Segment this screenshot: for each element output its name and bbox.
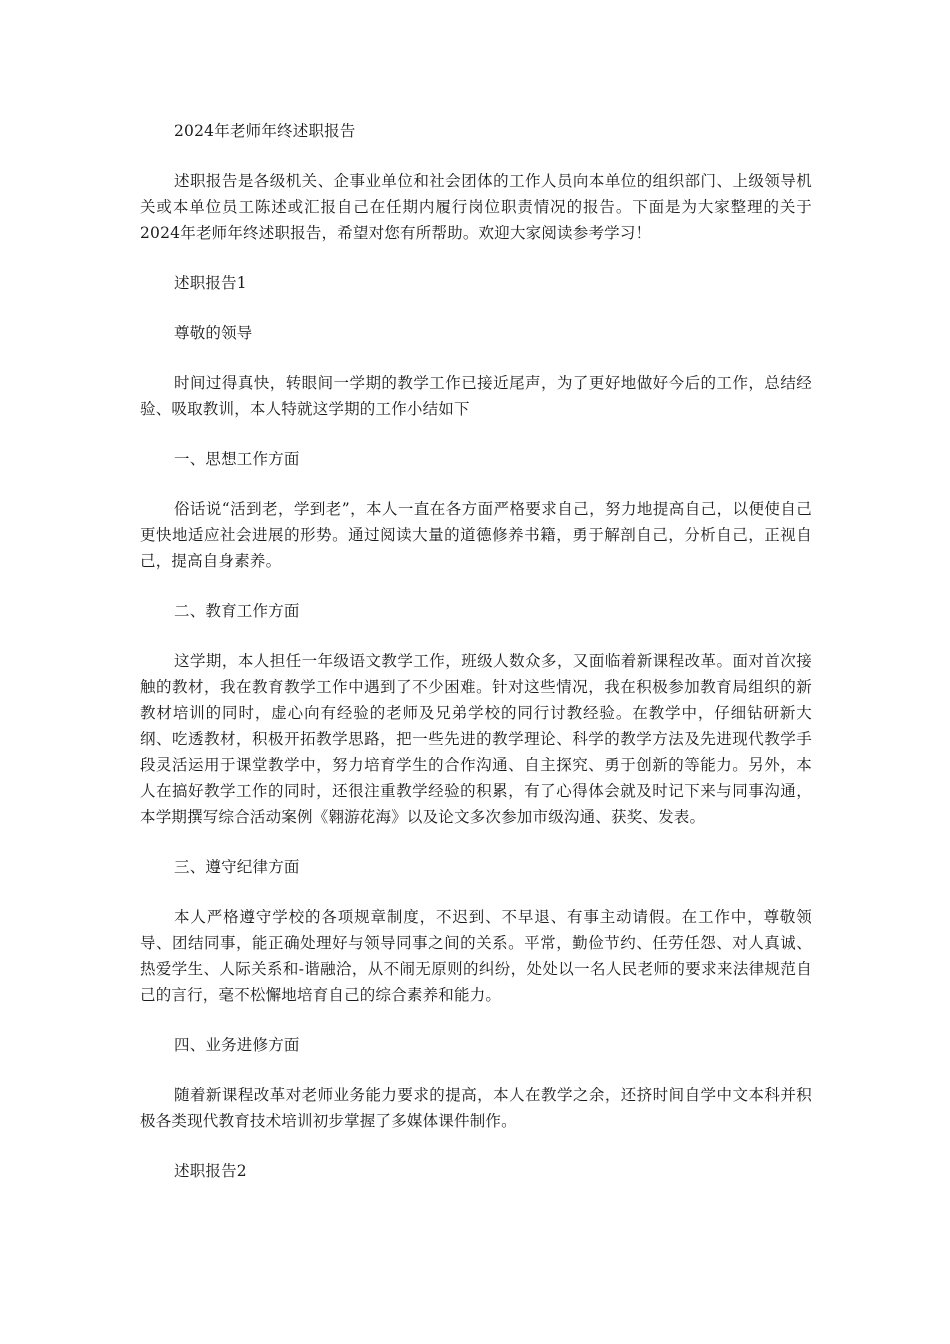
document-page bbox=[140, 118, 812, 1184]
section2-body: 这学期，本人担任一年级语文教学工作，班级人数众多，又面临着新课程改革。面对首次接触的教材，我在教育教学工作中遇到了不少困难。针对这些情况，我在积极参加教育局组织的新教材培训的同时，虚心向有经验的老师及兄弟学校的同行讨教经验。在教学中，仔细钻研新大纲、吃透教材，积极开拓教学思路，把一些先进的教学理论、科学的教学方法及先进现代教学手段灵活运用于课堂教学中，努力培育学生的合作沟通、自主探究、勇于创新的等能力。另外，本人在搞好教学工作的同时，还很注重教学经验的积累，有了心得体会就及时记下来与同事沟通，本学期撰写综合活动案例《翱游花海》以及论文多次参加市级沟通、获奖、发表。 bbox=[140, 652, 812, 826]
report1-heading: 述职报告1 bbox=[174, 274, 247, 292]
section3-body: 本人严格遵守学校的各项规章制度，不迟到、不早退、有事主动请假。在工作中，尊敬领导、团结同事，能正确处理好与领导同事之间的关系。平常，勤俭节约、任劳任怨、对人真诚、热爱学生、人际关系和-谐融洽，从不闹无原则的纠纷，处处以一名人民老师的要求来法律规范自己的言行，毫不松懈地培育自己的综合素养和能力。 bbox=[140, 908, 812, 1004]
report2-heading: 述职报告2 bbox=[174, 1162, 247, 1180]
section4-heading: 四、业务进修方面 bbox=[174, 1036, 300, 1054]
section1-heading: 一、思想工作方面 bbox=[174, 450, 300, 468]
section3-heading: 三、遵守纪律方面 bbox=[174, 858, 300, 876]
salutation: 尊敬的领导 bbox=[174, 324, 253, 342]
opening-paragraph: 时间过得真快，转眼间一学期的教学工作已接近尾声，为了更好地做好今后的工作，总结经验、吸取教训，本人特就这学期的工作小结如下 bbox=[140, 374, 812, 418]
intro-paragraph: 述职报告是各级机关、企事业单位和社会团体的工作人员向本单位的组织部门、上级领导机关或本单位员工陈述或汇报自己在任期内履行岗位职责情况的报告。下面是为大家整理的关于2024年老师年终述职报告，希望对您有所帮助。欢迎大家阅读参考学习！ bbox=[140, 172, 812, 242]
section1-body: 俗话说“活到老，学到老”，本人一直在各方面严格要求自己，努力地提高自己，以便使自己更快地适应社会进展的形势。通过阅读大量的道德修养书籍，勇于解剖自己，分析自己，正视自己，提高自身素养。 bbox=[140, 500, 812, 570]
section4-body: 随着新课程改革对老师业务能力要求的提高，本人在教学之余，还挤时间自学中文本科并积极各类现代教育技术培训初步掌握了多媒体课件制作。 bbox=[140, 1086, 812, 1130]
document-title: 2024年老师年终述职报告 bbox=[174, 122, 356, 140]
section2-heading: 二、教育工作方面 bbox=[174, 602, 300, 620]
